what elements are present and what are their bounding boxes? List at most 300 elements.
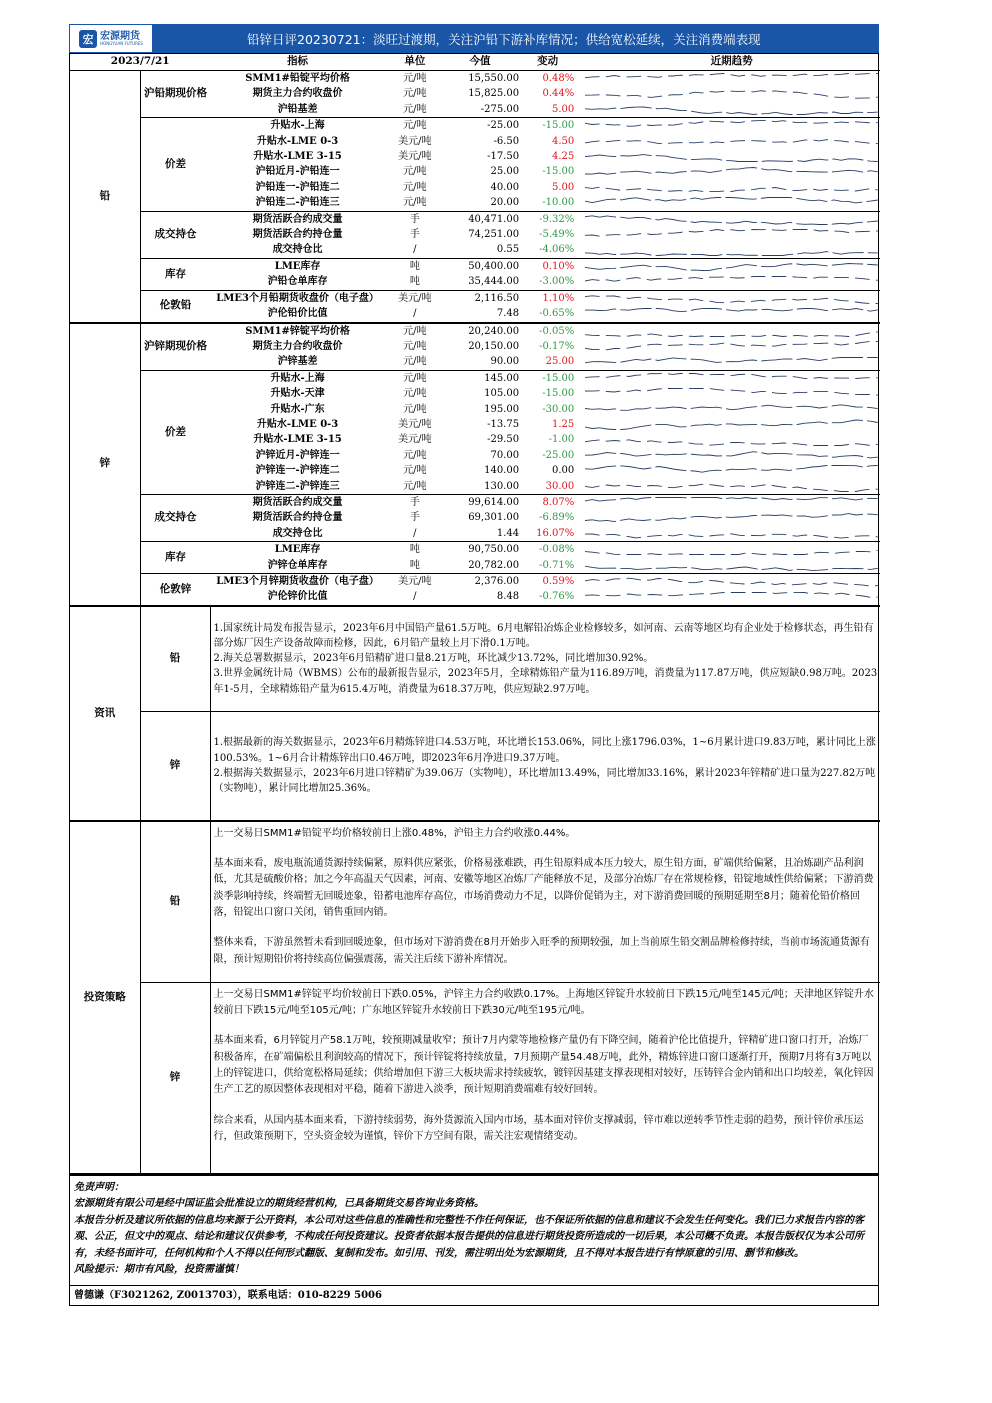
trend-cell xyxy=(583,354,880,370)
group-label: 库存 xyxy=(140,258,210,290)
group-label: 成交持仓 xyxy=(140,211,210,258)
table-row xyxy=(70,258,880,274)
trend-line xyxy=(585,452,878,458)
value-cell: 35,444.00 xyxy=(468,276,520,288)
value-cell: 2,376.00 xyxy=(441,574,521,590)
change-cell: 25.00 xyxy=(545,356,575,368)
strategy-zinc-text xyxy=(210,982,880,1173)
trend-line xyxy=(585,439,878,445)
trend-sparkline-icon xyxy=(585,496,878,509)
trend-sparkline-icon xyxy=(585,418,878,431)
value-cell: -29.50 xyxy=(487,434,520,446)
trend-line xyxy=(585,389,878,396)
indicator-name: 升贴水-广东 xyxy=(270,403,325,415)
change-cell: -25.00 xyxy=(542,449,575,461)
trend-line xyxy=(585,578,878,586)
value-cell: 15,825.00 xyxy=(468,88,520,100)
value-cell: 50,400.00 xyxy=(441,258,521,274)
value-cell: 20,782.00 xyxy=(468,559,520,571)
trend-sparkline-icon xyxy=(585,166,878,179)
change-cell: -0.65% xyxy=(539,308,575,320)
trend-cell xyxy=(583,386,880,401)
trend-cell xyxy=(583,149,880,164)
value-cell: -17.50 xyxy=(487,151,520,163)
trend-cell xyxy=(583,242,880,258)
trend-cell xyxy=(583,86,880,101)
disclaimer xyxy=(69,1174,879,1286)
hongyuan-logo-icon: 宏 xyxy=(79,30,97,48)
unit-cell: 美元/吨 xyxy=(398,151,432,163)
change-cell: -0.08% xyxy=(521,542,583,558)
change-cell: 30.00 xyxy=(545,480,575,492)
trend-line xyxy=(585,484,878,491)
trend-cell xyxy=(583,574,880,590)
info-lead-row xyxy=(70,606,880,712)
change-cell: -30.00 xyxy=(542,403,575,415)
col-indicator: 指标 xyxy=(210,54,388,71)
change-cell: 0.10% xyxy=(521,258,583,274)
indicator-name: LME3个月锌期货收盘价（电子盘） xyxy=(210,574,388,590)
trend-sparkline-icon xyxy=(585,464,878,477)
trend-sparkline-icon xyxy=(585,307,878,320)
indicator-name: 沪铅仓单库存 xyxy=(267,276,328,288)
change-cell: -9.32% xyxy=(521,211,583,227)
indicator-name: 期货主力合约收盘价 xyxy=(252,340,343,352)
trend-line xyxy=(585,405,878,411)
trend-cell xyxy=(583,306,880,322)
change-cell: 16.07% xyxy=(536,527,575,539)
trend-cell xyxy=(583,448,880,463)
change-cell: 0.48% xyxy=(542,73,575,84)
trend-sparkline-icon xyxy=(585,434,878,447)
indicator-name: 升贴水-LME 3-15 xyxy=(253,151,342,163)
company-logo xyxy=(70,25,153,52)
strategy-lead-label: 铅 xyxy=(140,821,210,983)
indicator-name: 期货主力合约收盘价 xyxy=(252,88,343,100)
analyst-contact: 曾德谦（F3021262, Z0013703），联系电话：010-8229 5006 xyxy=(69,1286,879,1306)
unit-cell: 元/吨 xyxy=(403,465,427,477)
table-row xyxy=(70,370,880,386)
column-header-row xyxy=(70,54,880,71)
change-cell: 0.00 xyxy=(551,465,575,477)
change-cell: 8.07% xyxy=(521,494,583,510)
zinc-section-label: 锌 xyxy=(70,323,140,605)
trend-sparkline-icon xyxy=(585,591,878,604)
trend-line xyxy=(585,309,878,312)
table-row xyxy=(70,494,880,510)
info-zinc-row xyxy=(70,711,880,821)
trend-line xyxy=(585,155,878,162)
trend-sparkline-icon xyxy=(585,275,878,288)
strategy-lead-text xyxy=(210,821,880,983)
value-cell: 40.00 xyxy=(490,181,520,193)
unit-cell: 美元/吨 xyxy=(398,434,432,446)
group-label: 伦敦铅 xyxy=(140,290,210,322)
unit-cell: 手 xyxy=(389,494,441,510)
trend-line xyxy=(585,121,878,127)
value-cell: 1.44 xyxy=(496,527,520,539)
indicator-table xyxy=(70,54,880,605)
trend-sparkline-icon xyxy=(585,325,878,338)
indicator-name: 升贴水-LME 0-3 xyxy=(256,418,339,430)
trend-sparkline-icon xyxy=(585,543,878,556)
unit-cell: 元/吨 xyxy=(403,340,427,352)
indicator-name: 沪锌连二-沪锌连三 xyxy=(255,480,340,492)
trend-cell xyxy=(583,227,880,242)
unit-cell: 美元/吨 xyxy=(398,135,432,147)
change-cell: 4.50 xyxy=(551,135,575,147)
strategy-lead-para: 上一交易日SMM1#铅锭平均价格较前日上涨0.48%，沪铅主力合约收涨0.44%。 xyxy=(213,827,576,839)
trend-cell xyxy=(583,211,880,227)
lead-section-label: 铅 xyxy=(70,71,140,323)
trend-line xyxy=(585,230,878,237)
strategy-zinc-para: 上一交易日SMM1#锌锭平均价较前日下跌0.05%，沪锌主力合约收跌0.17%。上海地区锌锭升水较前日下跌15元/吨至145元/吨；天津地区锌锭升水较前日下跌15元/吨至105元/吨；广东地区锌锭升水较前日下跌30元/吨至195元/吨。 xyxy=(213,988,874,1017)
indicator-name: 沪锌基差 xyxy=(277,356,318,368)
trend-line xyxy=(585,332,878,337)
trend-cell xyxy=(583,339,880,354)
unit-cell: 元/吨 xyxy=(389,323,441,339)
unit-cell: 元/吨 xyxy=(403,103,427,115)
trend-line xyxy=(585,498,878,502)
unit-cell: 元/吨 xyxy=(403,166,427,178)
trend-line xyxy=(585,167,878,174)
unit-cell: 吨 xyxy=(389,258,441,274)
change-cell: -5.49% xyxy=(539,229,575,241)
value-cell: -25.00 xyxy=(441,118,521,134)
info-lead-label: 铅 xyxy=(140,606,210,712)
trend-sparkline-icon xyxy=(585,150,878,163)
indicator-name: SMM1#铅锭平均价格 xyxy=(245,73,350,84)
change-cell: 5.00 xyxy=(551,181,575,193)
change-cell: -15.00 xyxy=(542,388,575,400)
trend-sparkline-icon xyxy=(585,387,878,400)
disclaimer-line: 本报告分析及建议所依据的信息均来源于公开资料，本公司对这些信息的准确性和完整性不作任何保证，也不保证所依据的信息和建议不会发生任何变化。我们已力求报告内容的客观、公正，但文中的观点、结论和建议仅供参考，不构成任何投资建议。投资者依据本报告提供的信息进行期货投资所造成的一切后果，本公司概不负责。本报告版权仅为本公司所有，未经书面许可，任何机构和个人不得以任何形式翻版、复制和发布。如引用、刊发，需注明出处为宏源期货，且不得对本报告进行有悖原意的引用、删节和修改。 xyxy=(74,1214,864,1259)
table-row xyxy=(70,118,880,134)
unit-cell: 吨 xyxy=(409,559,420,571)
trend-cell xyxy=(583,258,880,274)
trend-line xyxy=(585,420,878,430)
trend-line xyxy=(585,187,878,192)
indicator-name: 沪锌连一-沪锌连二 xyxy=(255,465,340,477)
trend-line xyxy=(585,74,878,78)
value-cell: 8.48 xyxy=(496,591,520,603)
change-cell: -0.71% xyxy=(539,559,575,571)
indicator-name: 成交持仓比 xyxy=(272,244,323,256)
value-cell: 40,471.00 xyxy=(441,211,521,227)
table-row xyxy=(70,290,880,306)
unit-cell: 元/吨 xyxy=(403,388,427,400)
indicator-name: LME库存 xyxy=(210,542,388,558)
trend-sparkline-icon xyxy=(585,228,878,241)
trend-sparkline-icon xyxy=(585,135,878,148)
trend-sparkline-icon xyxy=(585,213,878,226)
value-cell: 20,240.00 xyxy=(441,323,521,339)
change-cell: 0.59% xyxy=(521,574,583,590)
table-row xyxy=(70,211,880,227)
trend-line xyxy=(585,566,878,570)
unit-cell: 手 xyxy=(409,229,420,241)
unit-cell: / xyxy=(413,244,417,256)
unit-cell: 美元/吨 xyxy=(389,574,441,590)
unit-cell: / xyxy=(413,591,417,603)
change-cell: 5.00 xyxy=(551,103,575,115)
indicator-name: 沪铅近月-沪铅连一 xyxy=(255,166,340,178)
group-label: 成交持仓 xyxy=(140,494,210,541)
trend-sparkline-icon xyxy=(585,181,878,194)
data-table-frame xyxy=(69,53,879,1174)
info-table xyxy=(70,605,880,1173)
trend-sparkline-icon xyxy=(585,340,878,353)
change-cell: -0.05% xyxy=(521,323,583,339)
trend-line xyxy=(585,342,878,350)
value-cell: 145.00 xyxy=(441,370,521,386)
trend-sparkline-icon xyxy=(585,480,878,493)
indicator-name: 沪锌仓单库存 xyxy=(267,559,328,571)
strategy-section-label: 投资策略 xyxy=(70,821,140,1173)
indicator-name: 沪伦铅价比值 xyxy=(267,308,328,320)
trend-line xyxy=(585,107,878,115)
trend-line xyxy=(585,90,878,98)
value-cell: 20.00 xyxy=(490,197,520,209)
change-cell: 1.25 xyxy=(551,418,575,430)
strategy-zinc-para: 综合来看，从国内基本面来看，下游持续弱势，海外货源流入国内市场，基本面对锌价支撑减弱，锌市难以逆转季节性走弱的趋势，预计锌价承压运行，但政策预期下，空头资金较为谨慎，锌价下方空间有限，需关注宏观情绪变动。 xyxy=(213,1114,864,1142)
disclaimer-title: 免责声明： xyxy=(74,1181,124,1193)
value-cell: 140.00 xyxy=(484,465,520,477)
info-section-label: 资讯 xyxy=(70,606,140,821)
trend-line xyxy=(585,466,878,473)
trend-cell xyxy=(583,102,880,118)
change-cell: -0.76% xyxy=(539,591,575,603)
trend-cell xyxy=(583,118,880,134)
trend-sparkline-icon xyxy=(585,196,878,209)
unit-cell: 吨 xyxy=(409,276,420,288)
value-cell: 2,116.50 xyxy=(441,290,521,306)
disclaimer-line: 风险提示：期市有风险，投资需谨慎！ xyxy=(74,1264,244,1276)
unit-cell: 元/吨 xyxy=(403,403,427,415)
value-cell: 0.55 xyxy=(496,244,520,256)
trend-line xyxy=(585,296,878,304)
trend-sparkline-icon xyxy=(585,449,878,462)
unit-cell: 元/吨 xyxy=(403,480,427,492)
strategy-lead-row xyxy=(70,821,880,983)
trend-sparkline-icon xyxy=(585,403,878,416)
trend-line xyxy=(585,551,878,555)
strategy-zinc-row xyxy=(70,982,880,1173)
value-cell: -275.00 xyxy=(480,103,520,115)
trend-cell xyxy=(583,71,880,87)
trend-cell xyxy=(583,558,880,574)
trend-cell xyxy=(583,164,880,179)
trend-line xyxy=(585,216,878,225)
trend-sparkline-icon xyxy=(585,575,878,588)
unit-cell: 元/吨 xyxy=(403,449,427,461)
trend-cell xyxy=(583,510,880,525)
trend-sparkline-icon xyxy=(585,559,878,572)
logo-en: HONGYUAN FUTURES xyxy=(100,40,143,46)
daily-report-sheet xyxy=(69,24,879,1306)
report-header xyxy=(69,24,879,53)
trend-sparkline-icon xyxy=(585,260,878,273)
indicator-name: 期货活跃合约持仓量 xyxy=(252,512,343,524)
strategy-zinc-label: 锌 xyxy=(140,982,210,1173)
trend-sparkline-icon xyxy=(585,292,878,305)
indicator-name: 期货活跃合约持仓量 xyxy=(252,229,343,241)
change-cell: -10.00 xyxy=(542,197,575,209)
trend-line xyxy=(585,140,878,144)
change-cell: -0.17% xyxy=(539,340,575,352)
trend-sparkline-icon xyxy=(585,512,878,525)
indicator-name: LME库存 xyxy=(210,258,388,274)
trend-sparkline-icon xyxy=(585,103,878,116)
trend-line xyxy=(585,373,878,378)
indicator-name: 升贴水-上海 xyxy=(210,370,388,386)
unit-cell: 元/吨 xyxy=(389,370,441,386)
value-cell: 130.00 xyxy=(484,480,520,492)
indicator-name: 沪铅基差 xyxy=(277,103,318,115)
group-label: 价差 xyxy=(140,118,210,211)
table-row xyxy=(70,71,880,87)
indicator-name: SMM1#锌锭平均价格 xyxy=(210,323,388,339)
strategy-zinc-para: 基本面来看，6月锌锭月产58.1万吨，较预期减量收窄；预计7月内蒙等地检修产量仍有下降空间，随着沪伦比值提升，锌精矿进口窗口打开，冶炼厂积极备库，在矿端偏松且利润较高的情况下，预计锌锭将持续放量，7月预期产量54.48万吨，此外，精炼锌进口窗口逐渐打开，预期7月将有3万吨以上的锌锭进口，供给宽松格局延续；供给增加但下游三大板块需求持续疲软，镀锌因基建支撑表现相对较好，压铸锌合金内销和出口均较差，氧化锌因生产工艺的原因整体表现相对平稳，随着下游进入淡季，预计短期消费端难有较好回转。 xyxy=(213,1035,874,1096)
change-cell: 0.44% xyxy=(542,88,575,100)
report-title: 铅锌日评20230721：淡旺过渡期，关注沪铅下游补库情况；供给宽松延续，关注消费端表现 xyxy=(153,25,878,52)
trend-line xyxy=(585,513,878,521)
indicator-name: 沪铅连一-沪铅连二 xyxy=(255,181,340,193)
group-label: 沪锌期现价格 xyxy=(140,323,210,371)
col-change: 变动 xyxy=(521,54,583,71)
value-cell: 99,614.00 xyxy=(441,494,521,510)
disclaimer-line: 宏源期货有限公司是经中国证监会批准设立的期货经营机构，已具备期货交易咨询业务资格。 xyxy=(74,1198,484,1210)
report-date: 2023/7/21 xyxy=(70,54,210,71)
unit-cell: / xyxy=(413,527,417,539)
col-trend: 近期趋势 xyxy=(583,54,880,71)
indicator-name: LME3个月铅期货收盘价（电子盘） xyxy=(210,290,388,306)
change-cell: -15.00 xyxy=(542,166,575,178)
change-cell: -3.00% xyxy=(539,276,575,288)
trend-cell xyxy=(583,463,880,478)
info-zinc-text: 1.根据最新的海关数据显示，2023年6月精炼锌进口4.53万吨，环比增长153.06%，同比上涨1796.03%，1~6月累计进口9.83万吨，累计同比上涨100.53%。1~6月合计精炼锌出口0.46万吨，即2023年6月净进口9.37万吨。 2.根据海关数据显示，2023年6月进口锌精矿为39.06万（实物吨），环比增加13.49%，同比增加33.16%，累计2023年锌精矿进口量为227.82万吨（实物吨），累计同比增加25.36%。 xyxy=(210,711,880,821)
unit-cell: 手 xyxy=(409,512,420,524)
trend-cell xyxy=(583,290,880,306)
value-cell: 15,550.00 xyxy=(468,73,520,84)
trend-sparkline-icon xyxy=(585,72,878,85)
unit-cell: 元/吨 xyxy=(403,73,427,84)
change-cell: -4.06% xyxy=(539,244,575,256)
trend-cell xyxy=(583,589,880,604)
trend-sparkline-icon xyxy=(585,372,878,385)
value-cell: -13.75 xyxy=(487,418,520,430)
trend-cell xyxy=(583,542,880,558)
trend-line xyxy=(585,592,878,597)
value-cell: -6.50 xyxy=(493,135,520,147)
indicator-name: 期货活跃合约成交量 xyxy=(210,494,388,510)
unit-cell: 吨 xyxy=(389,542,441,558)
value-cell: 195.00 xyxy=(484,403,520,415)
indicator-name: 沪铅连二-沪铅连三 xyxy=(255,197,340,209)
unit-cell: 元/吨 xyxy=(403,197,427,209)
unit-cell: 元/吨 xyxy=(403,181,427,193)
group-label: 沪铅期现价格 xyxy=(140,71,210,118)
group-label: 伦敦锌 xyxy=(140,574,210,605)
trend-cell xyxy=(583,479,880,495)
indicator-name: 期货活跃合约成交量 xyxy=(210,211,388,227)
trend-line xyxy=(585,277,878,282)
value-cell: 25.00 xyxy=(490,166,520,178)
unit-cell: 元/吨 xyxy=(403,88,427,100)
table-row xyxy=(70,323,880,339)
group-label: 价差 xyxy=(140,370,210,494)
trend-sparkline-icon xyxy=(585,527,878,540)
unit-cell: 美元/吨 xyxy=(398,418,432,430)
trend-cell xyxy=(583,402,880,417)
indicator-name: 升贴水-LME 0-3 xyxy=(256,135,339,147)
logo-cn: 宏源期货 xyxy=(100,30,141,42)
col-value: 今值 xyxy=(441,54,521,71)
trend-line xyxy=(585,264,878,271)
strategy-lead-para: 整体来看，下游虽然暂未看到回暖迹象，但市场对下游消费在8月开始步入旺季的预期较强，加上当前原生铅交割品牌检修持续，当前市场流通货源有限，预计短期铅价将持续高位偏强震荡，需关注后续下游补库情况。 xyxy=(213,937,870,965)
value-cell: 20,150.00 xyxy=(468,340,520,352)
indicator-name: 升贴水-天津 xyxy=(270,388,325,400)
change-cell: -15.00 xyxy=(521,370,583,386)
change-cell: -1.00 xyxy=(548,434,575,446)
info-zinc-label: 锌 xyxy=(140,711,210,821)
trend-cell xyxy=(583,526,880,542)
value-cell: 90.00 xyxy=(490,356,520,368)
change-cell: -6.89% xyxy=(539,512,575,524)
trend-sparkline-icon xyxy=(585,244,878,257)
change-cell: 1.10% xyxy=(521,290,583,306)
trend-line xyxy=(585,251,878,255)
trend-cell xyxy=(583,195,880,211)
info-lead-text: 1.国家统计局发布报告显示，2023年6月中国铅产量61.5万吨。6月电解铅冶炼企业检修较多，如河南、云南等地区均有企业处于检修状态，再生铅有部分炼厂因生产设备故障而检修，因此，6月铅产量较上月下滑0.1万吨。 2.海关总署数据显示，2023年6月铅精矿进口量8.21万吨，环比减少13.72%，同比增加30.92%。 3.世界金属统计局（WBMS）公布的最新报告显示，2023年5月，全球精炼铅产量为116.89万吨，消费量为117.87万吨，供应短缺0.98万吨。2023年1-5月，全球精炼铅产量为615.4万吨，消费量为618.37万吨，供应短缺2.97万吨。 xyxy=(210,606,880,712)
trend-line xyxy=(585,357,878,362)
indicator-name: 沪锌近月-沪锌连一 xyxy=(255,449,340,461)
group-label: 库存 xyxy=(140,542,210,574)
change-cell: -15.00 xyxy=(521,118,583,134)
unit-cell: 元/吨 xyxy=(389,118,441,134)
table-row xyxy=(70,574,880,590)
unit-cell: 元/吨 xyxy=(403,356,427,368)
table-row xyxy=(70,542,880,558)
trend-line xyxy=(585,198,878,203)
change-cell: 4.25 xyxy=(551,151,575,163)
unit-cell: / xyxy=(413,308,417,320)
indicator-name: 升贴水-上海 xyxy=(210,118,388,134)
value-cell: 69,301.00 xyxy=(468,512,520,524)
unit-cell: 手 xyxy=(389,211,441,227)
indicator-name: 成交持仓比 xyxy=(272,527,323,539)
trend-cell xyxy=(583,432,880,447)
indicator-name: 沪伦锌价比值 xyxy=(267,591,328,603)
indicator-name: 升贴水-LME 3-15 xyxy=(253,434,342,446)
trend-line xyxy=(585,534,878,538)
col-unit: 单位 xyxy=(389,54,441,71)
trend-sparkline-icon xyxy=(585,356,878,369)
trend-cell xyxy=(583,494,880,510)
trend-cell xyxy=(583,274,880,290)
value-cell: 105.00 xyxy=(484,388,520,400)
trend-cell xyxy=(583,180,880,195)
trend-cell xyxy=(583,417,880,432)
trend-cell xyxy=(583,134,880,149)
strategy-lead-para: 基本面来看，废电瓶流通货源持续偏紧，原料供应紧张，价格易涨难跌，再生铅原料成本压力较大，原生铅方面，矿端供给偏紧，且冶炼副产品利润低，尤其是硫酸价格；加之今年高温天气因素，河南、安徽等地区冶炼厂产能释放不足，及部分冶炼厂存在常规检修，铅锭地域性供给偏紧；下游消费淡季影响持续，终端暂无回暖迹象，铅蓄电池库存高位，市场消费动力不足，以降价促销为主，对下游消费回暖的预期延期至8月；随着伦铅价格回落，铅锭出口窗口关闭，销售重回内销。 xyxy=(213,858,874,918)
value-cell: 7.48 xyxy=(496,308,520,320)
unit-cell: 美元/吨 xyxy=(389,290,441,306)
value-cell: 74,251.00 xyxy=(468,229,520,241)
trend-sparkline-icon xyxy=(585,88,878,101)
trend-sparkline-icon xyxy=(585,119,878,132)
value-cell: 70.00 xyxy=(490,449,520,461)
